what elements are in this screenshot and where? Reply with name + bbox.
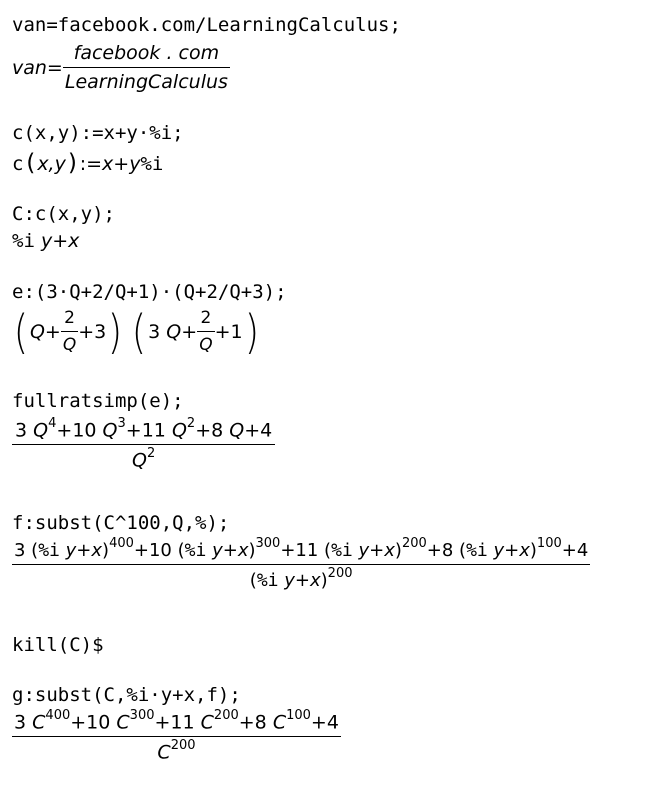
output-4: ( Q + $\frac{2}{Q}$ +3 ) ( 3 Q + $\frac{2}{Q}$ +1 ) bbox=[13, 304, 259, 359]
output-3-y: y bbox=[40, 230, 53, 252]
output-2-args: x,y bbox=[37, 153, 66, 175]
input-line-4[interactable]: e:(3·Q+2/Q+1)·(Q+2/Q+3); bbox=[12, 281, 287, 303]
output-4-f2-three: 3 bbox=[148, 320, 161, 343]
input-line-5[interactable]: fullratsimp(e); bbox=[12, 390, 184, 412]
output-4-f1-fraction bbox=[61, 308, 78, 355]
output-4-f1-num: 2 bbox=[64, 308, 75, 328]
output-4-f1-den: Q bbox=[61, 331, 78, 355]
output-4-f2-num: 2 bbox=[200, 308, 212, 328]
output-8-fraction bbox=[12, 710, 341, 764]
input-line-2[interactable]: c(x,y):=x+y·%i; bbox=[12, 122, 184, 144]
output-5-fraction bbox=[12, 418, 275, 472]
output-8 bbox=[12, 710, 341, 764]
output-1-numerator: facebook . com bbox=[73, 42, 220, 64]
output-4-f2-tail: +1 bbox=[214, 320, 243, 343]
output-5 bbox=[12, 418, 275, 472]
input-line-6[interactable]: f:subst(C^100,Q,%); bbox=[12, 512, 230, 534]
output-3-x: x bbox=[68, 230, 80, 252]
output-8-numerator: 3 $C^{400}+10$ $C^{300}+11$ $C^{200}+8$ $C^{100}+4$ bbox=[14, 708, 339, 734]
output-5-denominator: $Q^2$ bbox=[12, 444, 275, 471]
output-2-fn: c bbox=[12, 153, 24, 175]
input-line-7[interactable]: kill(C)$ bbox=[12, 634, 104, 656]
output-5-numerator: 3 $Q^4+10$ $Q^3+11$ $Q^2+8$ Q+4 bbox=[15, 416, 273, 442]
output-3 bbox=[12, 230, 79, 252]
output-6-fraction bbox=[12, 538, 590, 591]
output-4-f2-q: Q bbox=[166, 320, 182, 343]
output-4-f1-plus: + bbox=[44, 320, 61, 343]
output-3-i: %i bbox=[12, 230, 35, 252]
output-6-denominator: (%i y+x)$^{200}$ bbox=[12, 564, 590, 591]
input-line-1[interactable]: van=facebook.com/LearningCalculus; bbox=[12, 14, 401, 36]
output-4-f2-den: Q bbox=[197, 331, 214, 355]
output-4-f1-tail: +3 bbox=[78, 320, 107, 343]
output-3-plus: + bbox=[52, 230, 69, 252]
output-4-f1-q: Q bbox=[29, 320, 45, 343]
output-6-numerator: 3 (%i y+x)$^{400}$+10 (%i y+x)$^{300}$+11 (%i y+x)$^{200}$+8 (%i y+x)$^{100}$+4 bbox=[14, 536, 589, 561]
output-1-fraction bbox=[63, 42, 230, 93]
output-2-i: %i bbox=[140, 153, 164, 175]
output-8-denominator: $C^{200}$ bbox=[12, 736, 341, 763]
input-line-3[interactable]: C:c(x,y); bbox=[12, 203, 115, 225]
output-2-def: := bbox=[79, 153, 103, 175]
input-line-8[interactable]: g:subst(C,%i·y+x,f); bbox=[12, 684, 241, 706]
output-2-x: x bbox=[102, 153, 114, 175]
output-1 bbox=[12, 42, 230, 93]
output-2: c(x,y):=x+y%i bbox=[12, 150, 164, 176]
output-2-plus: + bbox=[113, 153, 130, 175]
output-6 bbox=[12, 538, 590, 591]
output-1-lhs: van= bbox=[12, 56, 63, 79]
output-4-f2-plus: + bbox=[181, 320, 198, 343]
output-4-f2-fraction bbox=[197, 308, 214, 355]
output-2-y: y bbox=[129, 153, 141, 175]
output-1-denominator: LearningCalculus bbox=[63, 67, 230, 93]
